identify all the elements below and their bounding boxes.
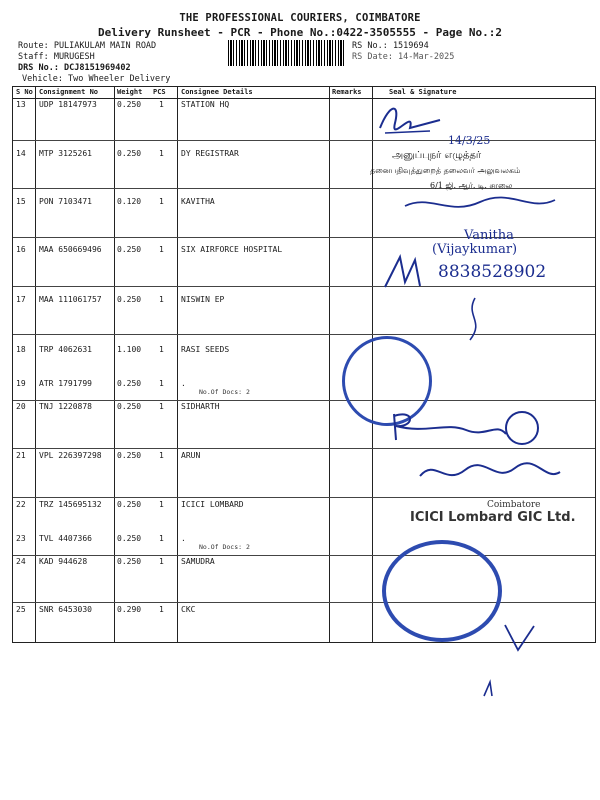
sno-cell: 17 [16, 295, 26, 304]
tamil-stamp-line1: அனுப்புநர் எழுத்தர் [392, 150, 482, 161]
consignment-cell: KAD 944628 [39, 557, 88, 566]
consignee-cell: ICICI LOMBARD [181, 500, 244, 509]
weight-cell: 0.250 [117, 500, 142, 509]
barcode [228, 40, 344, 66]
tamil-stamp-line3: 6/1 ஜி. ஆர். டி. சாலை [430, 181, 513, 190]
stray-mark [480, 678, 500, 700]
consignment-cell: MTP 3125261 [39, 149, 92, 158]
handwritten-vanitha: Vanitha [464, 228, 514, 243]
docs-note: No.Of Docs: 2 [199, 543, 250, 551]
weight-cell: 0.250 [117, 451, 142, 460]
table-row [13, 345, 595, 357]
row-divider [13, 497, 595, 498]
rs-number: RS No.: 1519694 [352, 41, 429, 51]
consignment-cell: TRP 4062631 [39, 345, 92, 354]
consignee-cell: NISWIN EP [181, 295, 225, 304]
sno-cell: 25 [16, 605, 26, 614]
consignee-cell: SIDHARTH [181, 402, 220, 411]
sno-cell: 21 [16, 451, 26, 460]
weight-cell: 0.250 [117, 100, 142, 109]
consignee-cell: ARUN [181, 451, 201, 460]
pcs-cell: 1 [159, 295, 164, 304]
pcs-cell: 1 [159, 534, 164, 543]
row-divider [13, 140, 595, 141]
signature-row21 [415, 456, 565, 490]
table-row [13, 379, 595, 396]
sno-cell: 16 [16, 245, 26, 254]
consignee-cell: . [181, 379, 186, 388]
weight-cell: 0.250 [117, 149, 142, 158]
row-divider [13, 286, 595, 287]
pcs-cell: 1 [159, 557, 164, 566]
signature-row17 [455, 296, 495, 342]
consignee-cell: KAVITHA [181, 197, 215, 206]
sno-cell: 14 [16, 149, 26, 158]
pcs-cell: 1 [159, 500, 164, 509]
route-label: Route: PULIAKULAM MAIN ROAD [18, 41, 157, 51]
consignment-cell: TNJ 1220878 [39, 402, 92, 411]
consignment-cell: TVL 4407366 [39, 534, 92, 543]
consignee-cell: RASI SEEDS [181, 345, 230, 354]
col-consignment: Consignment No [39, 88, 99, 96]
row-divider [13, 555, 595, 556]
weight-cell: 0.250 [117, 534, 142, 543]
pcs-cell: 1 [159, 379, 164, 388]
table-header [13, 87, 595, 99]
pcs-cell: 1 [159, 100, 164, 109]
row-divider [13, 602, 595, 603]
signature-row25 [500, 620, 540, 656]
handwritten-date: 14/3/25 [448, 134, 491, 147]
weight-cell: 0.250 [117, 557, 142, 566]
runsheet-subtitle: Delivery Runsheet - PCR - Phone No.:0422-3505555 - Page No.:2 [98, 26, 502, 39]
col-sno: S No [16, 88, 33, 96]
weight-cell: 0.250 [117, 245, 142, 254]
sno-cell: 15 [16, 197, 26, 206]
sno-cell: 19 [16, 379, 26, 388]
consignment-cell: PON 7103471 [39, 197, 92, 206]
consignment-cell: MAA 650669496 [39, 245, 102, 254]
weight-cell: 0.250 [117, 295, 142, 304]
sno-cell: 20 [16, 402, 26, 411]
consignee-cell: DY REGISTRAR [181, 149, 239, 158]
table-row [13, 149, 595, 161]
sno-cell: 23 [16, 534, 26, 543]
company-title: THE PROFESSIONAL COURIERS, COIMBATORE [179, 12, 421, 24]
pcs-cell: 1 [159, 451, 164, 460]
table-row [13, 605, 595, 617]
consignee-cell: SAMUDRA [181, 557, 215, 566]
vehicle-label: Vehicle: Two Wheeler Delivery [22, 74, 171, 84]
consignment-cell: ATR 1791799 [39, 379, 92, 388]
col-pcs: PCS [153, 88, 166, 96]
weight-cell: 1.100 [117, 345, 142, 354]
weight-cell: 0.120 [117, 197, 142, 206]
table-row [13, 295, 595, 307]
col-seal: Seal & Signature [389, 88, 457, 96]
drs-number: DRS No.: DCJ8151969402 [18, 63, 131, 73]
weight-cell: 0.250 [117, 379, 142, 388]
consignee-cell: CKC [181, 605, 196, 614]
docs-note: No.Of Docs: 2 [199, 388, 250, 396]
signature-row13 [370, 98, 450, 138]
row-divider [13, 334, 595, 335]
consignee-cell: SIX AIRFORCE HOSPITAL [181, 245, 283, 254]
pcs-cell: 1 [159, 197, 164, 206]
icici-lombard-stamp-text: ICICI Lombard GIC Ltd. [410, 510, 576, 525]
weight-cell: 0.290 [117, 605, 142, 614]
samudra-stamp [382, 540, 502, 642]
col-remarks: Remarks [332, 88, 362, 96]
consignee-cell: STATION HQ [181, 100, 230, 109]
handwritten-phone: 8838528902 [438, 262, 547, 282]
pcs-cell: 1 [159, 345, 164, 354]
table-row [13, 557, 595, 569]
tamil-stamp-line2: தனைபதிவுத்துறைத் தலைவர் அலுவலகம் [370, 166, 521, 175]
consignment-cell: UDP 18147973 [39, 100, 97, 109]
sno-cell: 18 [16, 345, 26, 354]
col-weight: Weight [117, 88, 143, 96]
row-divider [13, 400, 595, 401]
table-row [13, 100, 595, 112]
consignment-cell: TRZ 145695132 [39, 500, 102, 509]
coimbatore-stamp-text: Coimbatore [487, 500, 541, 510]
consignment-cell: MAA 111061757 [39, 295, 102, 304]
pcs-cell: 1 [159, 605, 164, 614]
sno-cell: 22 [16, 500, 26, 509]
scribble-row15 [400, 192, 560, 220]
consignment-cell: SNR 6453030 [39, 605, 92, 614]
sno-cell: 13 [16, 100, 26, 109]
handwritten-vijay: (Vijaykumar) [432, 242, 518, 257]
staff-label: Staff: MURUGESH [18, 52, 95, 62]
signature-row20 [386, 404, 546, 448]
pcs-cell: 1 [159, 245, 164, 254]
table-row [13, 534, 595, 551]
consignee-cell: . [181, 534, 186, 543]
sno-cell: 24 [16, 557, 26, 566]
consignment-cell: VPL 226397298 [39, 451, 102, 460]
signature-row16 [380, 252, 430, 292]
pcs-cell: 1 [159, 402, 164, 411]
weight-cell: 0.250 [117, 402, 142, 411]
col-details: Consignee Details [181, 88, 253, 96]
rs-date: RS Date: 14-Mar-2025 [352, 52, 455, 62]
row-divider [13, 448, 595, 449]
pcs-cell: 1 [159, 149, 164, 158]
